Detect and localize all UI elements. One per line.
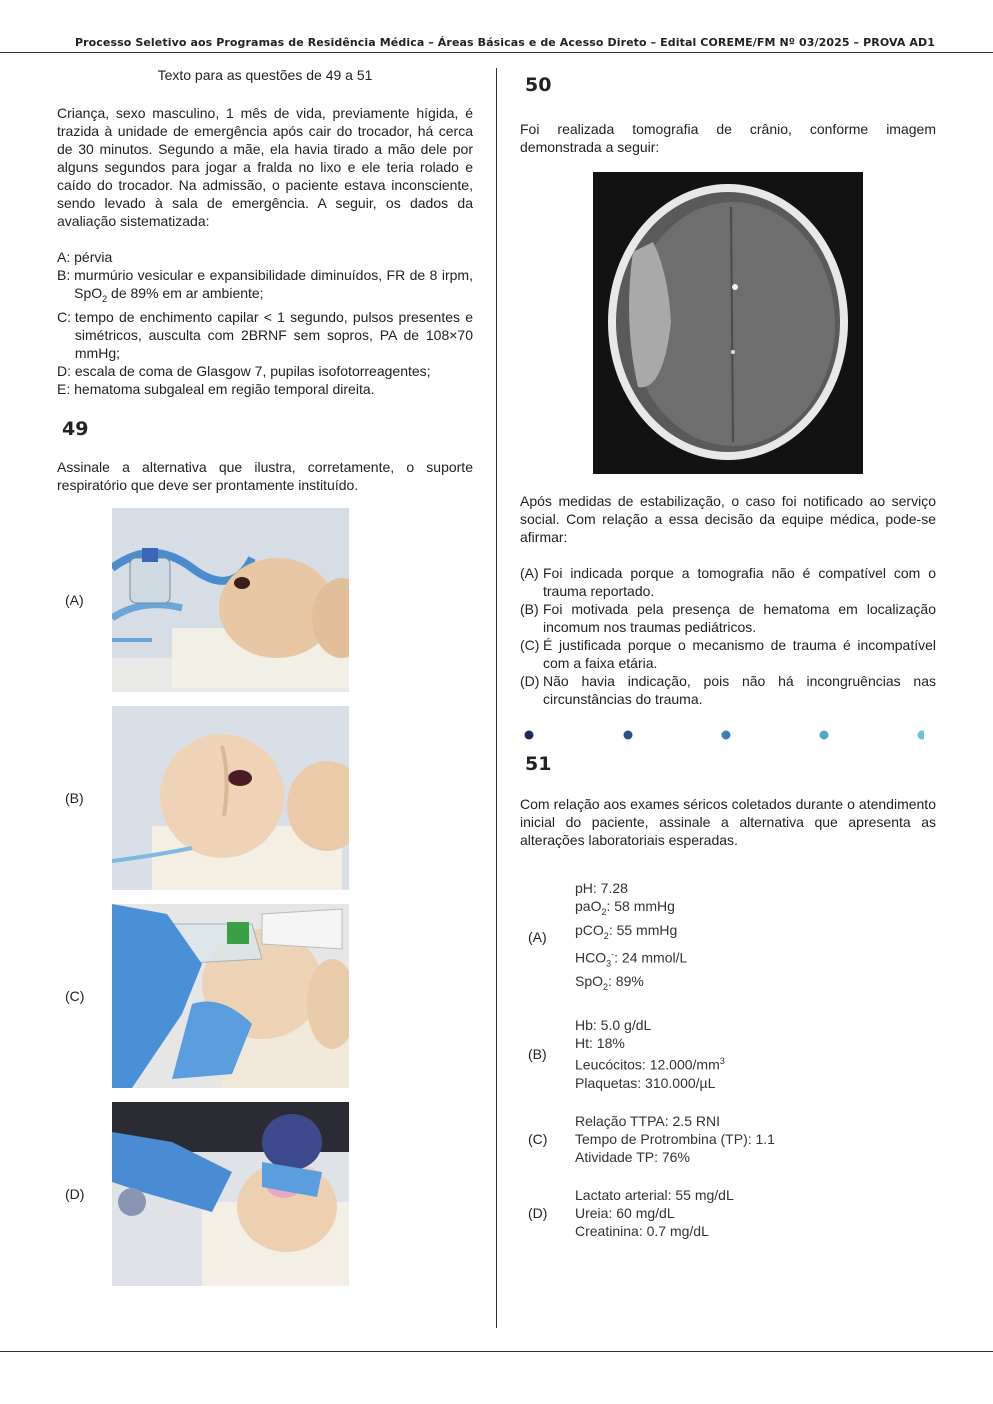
infant-manikin-nasal-cannula-photo: [112, 706, 349, 890]
footer-rule: [0, 1351, 993, 1352]
face-mask-gloved-hands-photo: [112, 904, 349, 1088]
question-51-stem: Com relação aos exames séricos coletados durante o atendimento inicial do paciente, assinale a alternativa que apresenta as alterações laboratoriais esperadas.: [520, 796, 936, 848]
abcde-item-b: B: murmúrio vesicular e expansibilidade diminuídos, FR de 8 irpm, SpO$_2$ de 89% em ar ambiente;: [57, 267, 473, 304]
section-divider-timeline: [524, 728, 924, 742]
infant-manikin-oxygen-hood-photo: [112, 508, 349, 692]
abcde-item-e: E: hematoma subgaleal em região temporal direita.: [57, 380, 375, 397]
q50-option-b[interactable]: (B) Foi motivada pela presença de hematoma em localização incomum nos traumas pediátricos.: [520, 601, 936, 635]
case-text: Criança, sexo masculino, 1 mês de vida, previamente hígida, é trazida à unidade de emergência após cair do trocador, há cerca de 30 minutos. Segundo a mãe, ela havia tirado a mão dele por alguns segundos para jogar a fralda no lixo e ele teria rolado e caído do trocador. Na admissão, o paciente estava inconsciente, sendo levado à sala de emergência. A seguir, os dados da avaliação sistematizada:: [57, 105, 473, 229]
q51-option-c[interactable]: (C) Relação TTPA: 2.5 RNI Tempo de Protrombina (TP): 1.1 Atividade TP: 76%: [528, 1112, 775, 1165]
q51-option-a[interactable]: (A) pH: 7.28 paO$_2$: 58 mmHg pCO$_2$: 55 mmHg $HCO_3^-$: 24 mmol/L SpO$_2$: 89%: [520, 879, 936, 996]
abcde-item-a: A: pérvia: [57, 249, 113, 265]
question-50-intro: Foi realizada tomografia de crânio, conforme imagem demonstrada a seguir:: [520, 121, 936, 155]
context-title: Texto para as questões de 49 a 51: [157, 67, 373, 83]
ct-scan-graphic: [593, 172, 863, 474]
q51-option-d-values: Lactato arterial: 55 mg/dL Ureia: 60 mg/dL Creatinina: 0.7 mg/dL: [575, 1186, 734, 1239]
q51-option-b-values: Hb: 5.0 g/dL Ht: 18% Leucócitos: $12.000/mm^3$ Plaquetas: 310.000/µL: [575, 1016, 725, 1091]
column-divider: [496, 68, 497, 1328]
q49-option-c[interactable]: (C): [57, 904, 473, 1088]
q51-option-c-values: Relação TTPA: 2.5 RNI Tempo de Protrombina (TP): 1.1 Atividade TP: 76%: [575, 1112, 775, 1165]
question-49-number: 49: [62, 417, 89, 440]
question-51-number: 51: [525, 753, 552, 775]
q50-option-c[interactable]: (C) É justificada porque o mecanismo de trauma é incompatível com a faixa etária.: [520, 637, 936, 671]
abcde-list: [57, 248, 473, 398]
header-title: Processo Seletivo aos Programas de Residência Médica – Áreas Básicas e de Acesso Direto – Edital COREME/FM Nº 03/2025 – PROVA AD1: [74, 36, 935, 49]
q50-option-a[interactable]: (A) Foi indicada porque a tomografia não é compatível com o trauma reportado.: [520, 565, 936, 599]
right-column: [520, 74, 936, 1260]
abcde-item-c: C: tempo de enchimento capilar < 1 segundo, pulsos presentes e simétricos, ausculta com 2BRNF sem sopros, PA de 108×70 mmHg;: [57, 308, 473, 361]
q51-option-a-values: pH: 7.28 paO$_2$: 58 mmHg pCO$_2$: 55 mmHg $HCO_3^-$: 24 mmol/L SpO$_2$: 89%: [575, 880, 688, 992]
q49-option-b[interactable]: (B): [57, 706, 473, 890]
page-header: [0, 0, 993, 53]
bag-valve-mask-ventilation-photo: [112, 1102, 349, 1286]
q50-option-d[interactable]: (D) Não havia indicação, pois não há incongruências nas circunstâncias do trauma.: [520, 673, 936, 707]
q51-option-b[interactable]: (B) Hb: 5.0 g/dL Ht: 18% Leucócitos: $12.000/mm^3$ Plaquetas: 310.000/µL: [528, 1016, 725, 1091]
head-ct-image: [593, 172, 863, 474]
question-50-stem: Após medidas de estabilização, o caso foi notificado ao serviço social. Com relação a essa decisão da equipe médica, pode-se afirmar:: [520, 493, 936, 545]
q49-option-a[interactable]: (A): [57, 508, 473, 692]
question-50-number: 50: [525, 74, 552, 96]
q51-option-d[interactable]: (D) Lactato arterial: 55 mg/dL Ureia: 60 mg/dL Creatinina: 0.7 mg/dL: [528, 1186, 734, 1239]
left-column: [57, 66, 473, 1300]
abcde-item-d: D: escala de coma de Glasgow 7, pupilas isofotorreagentes;: [57, 362, 431, 379]
question-49-stem: Assinale a alternativa que ilustra, corretamente, o suporte respiratório que deve ser prontamente instituído.: [57, 458, 473, 493]
q49-option-d[interactable]: (D): [57, 1102, 473, 1286]
